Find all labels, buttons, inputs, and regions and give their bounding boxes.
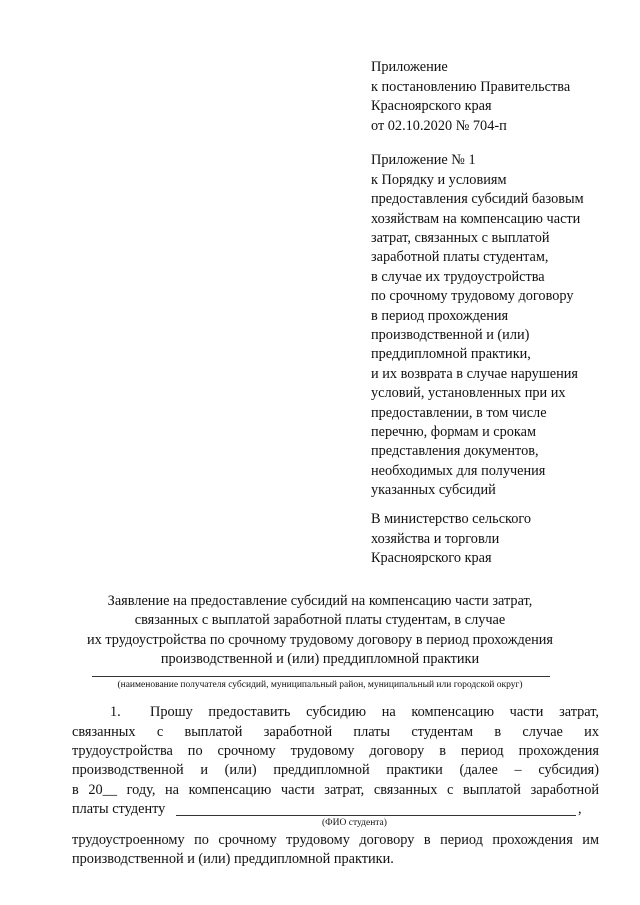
appendix-1-line: предоставлении, в том числе (371, 405, 547, 421)
appendix-1-line: преддипломной практики, (371, 346, 531, 362)
appendix-1-line: указанных субсидий (371, 482, 496, 498)
title-line: связанных с выплатой заработной платы студентам, в случае (134, 612, 506, 628)
appendix-1-line: условий, установленных при их (371, 385, 566, 401)
appendix-1-line: хозяйствам на компенсацию части (371, 211, 581, 227)
appendix-1-line: по срочному трудовому договору (371, 288, 574, 304)
appendix-1-line: в случае их трудоустройства (371, 269, 545, 285)
paragraph-comma: , (578, 801, 582, 817)
student-caption: (ФИО студента) (322, 818, 387, 828)
appendix-1-line: и их возврата в случае нарушения (371, 366, 579, 382)
addressee-line: В министерство сельского (371, 511, 532, 527)
appendix-1-line: представления документов, (371, 443, 539, 459)
appendix-1-line: Приложение № 1 (371, 152, 476, 168)
paragraph-line: в 20__ году, на компенсацию части затрат, связанных с выплатой заработной (72, 782, 599, 798)
paragraph-line: производственной и (или) преддипломной практики (далее – субсидия) (72, 762, 599, 778)
paragraph-line: трудоустройства по срочному трудовому договору в период прохождения (72, 743, 599, 759)
appendix-1-line: перечню, формам и срокам (371, 424, 537, 440)
paragraph-line: связанных с выплатой заработной платы студентам в случае их (72, 724, 599, 740)
appendix-1-line: затрат, связанных с выплатой (371, 230, 550, 246)
addressee-line: Красноярского края (371, 550, 492, 566)
appendix-1-line: необходимых для получения (371, 463, 546, 479)
appendix-1-line: к Порядку и условиям (371, 172, 507, 188)
appendix-header-line: Красноярского края (371, 98, 492, 114)
title-line: производственной и (или) преддипломной практики (160, 651, 480, 667)
paragraph-line: трудоустроенному по срочному трудовому договору в период прохождения им (72, 832, 599, 848)
recipient-underline (92, 676, 550, 677)
title-line: Заявление на предоставление субсидий на компенсацию части затрат, (107, 593, 533, 609)
appendix-1-line: производственной и (или) (371, 327, 530, 343)
paragraph-number: 1. (110, 704, 121, 720)
appendix-1-line: в период прохождения (371, 308, 509, 324)
appendix-header-line: от 02.10.2020 № 704-п (371, 118, 507, 134)
appendix-1-line: предоставления субсидий базовым (371, 191, 584, 207)
appendix-header-line: Приложение (371, 59, 448, 75)
title-line: их трудоустройства по срочному трудовому договору в период прохождения (87, 632, 553, 648)
paragraph-line: производственной и (или) преддипломной практики. (72, 851, 394, 867)
appendix-header-line: к постановлению Правительства (371, 79, 571, 95)
paragraph-line: Прошу предоставить субсидию на компенсацию части затрат, (150, 704, 599, 720)
recipient-caption: (наименование получателя субсидий, муниципальный район, муниципальный или городской округ) (117, 680, 523, 690)
student-name-field[interactable] (176, 815, 576, 816)
appendix-1-line: заработной платы студентам, (371, 249, 549, 265)
addressee-line: хозяйства и торговли (371, 531, 500, 547)
paragraph-line: платы студенту (72, 801, 166, 817)
